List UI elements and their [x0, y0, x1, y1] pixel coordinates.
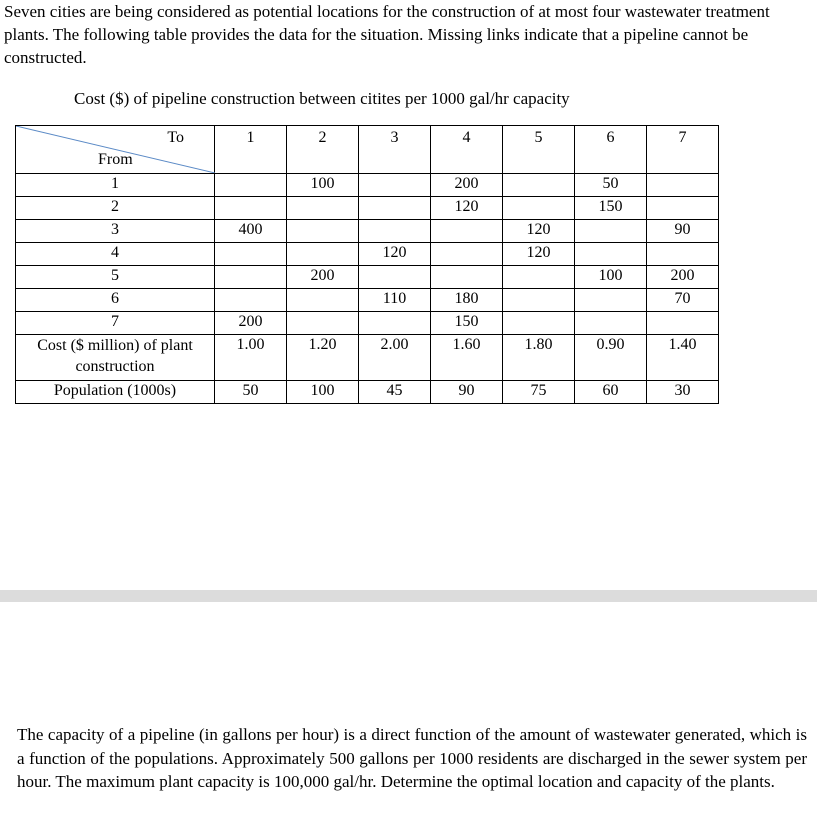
row-header: 1 — [16, 174, 215, 197]
cost-cell — [215, 243, 287, 266]
row-header: 5 — [16, 266, 215, 289]
cost-cell — [215, 197, 287, 220]
cost-cell — [431, 220, 503, 243]
cost-cell: 110 — [359, 289, 431, 312]
population-cell: 100 — [287, 381, 359, 404]
table-row — [16, 312, 719, 335]
plant-cost-row — [16, 335, 719, 381]
cost-cell: 120 — [359, 243, 431, 266]
cost-cell — [287, 197, 359, 220]
row-header: 3 — [16, 220, 215, 243]
plant-cost-cell: 1.60 — [431, 335, 503, 381]
plant-cost-cell: 1.80 — [503, 335, 575, 381]
cost-cell — [503, 289, 575, 312]
cost-cell: 70 — [647, 289, 719, 312]
column-header: 6 — [575, 126, 647, 174]
cost-cell: 150 — [431, 312, 503, 335]
cost-cell — [575, 289, 647, 312]
cost-cell: 120 — [503, 243, 575, 266]
table-caption: Cost ($) of pipeline construction between citites per 1000 gal/hr capacity — [74, 89, 570, 108]
cost-cell: 200 — [287, 266, 359, 289]
population-cell: 50 — [215, 381, 287, 404]
column-header: 2 — [287, 126, 359, 174]
row-header: Cost ($ million) of plant construction — [16, 335, 215, 381]
cost-cell — [215, 174, 287, 197]
problem-intro: Seven cities are being considered as potential locations for the construction of at most four wastewater treatment plants. The following table provides the data for the situation. Missing links indicate that a pipeline cannot be constructed. — [4, 2, 770, 67]
cost-cell — [575, 243, 647, 266]
cost-cell — [359, 312, 431, 335]
problem-statement: The capacity of a pipeline (in gallons per hour) is a direct function of the amount of wastewater generated, which is a function of the populations. Approximately 500 gallons per 1000 residents are discharged in the sewer system per hour. The maximum plant capacity is 100,000 gal/hr. Determine the optimal location and capacity of the plants. — [17, 725, 807, 791]
cost-cell — [503, 266, 575, 289]
to-label: To — [167, 129, 184, 146]
plant-cost-cell: 1.00 — [215, 335, 287, 381]
cost-cell — [359, 197, 431, 220]
cost-cell — [575, 220, 647, 243]
cost-cell: 200 — [647, 266, 719, 289]
cost-cell — [503, 174, 575, 197]
column-header: 3 — [359, 126, 431, 174]
cost-cell — [287, 220, 359, 243]
cost-cell: 100 — [575, 266, 647, 289]
cost-cell — [359, 174, 431, 197]
cost-cell: 90 — [647, 220, 719, 243]
row-header: Population (1000s) — [16, 381, 215, 404]
row-header: 6 — [16, 289, 215, 312]
population-cell: 75 — [503, 381, 575, 404]
population-cell: 45 — [359, 381, 431, 404]
population-cell: 30 — [647, 381, 719, 404]
plant-cost-cell: 2.00 — [359, 335, 431, 381]
cost-cell — [359, 220, 431, 243]
cost-cell: 180 — [431, 289, 503, 312]
column-header: 4 — [431, 126, 503, 174]
table-row — [16, 197, 719, 220]
cost-cell — [647, 312, 719, 335]
table-row — [16, 243, 719, 266]
cost-cell: 50 — [575, 174, 647, 197]
cost-cell — [359, 266, 431, 289]
population-cell: 60 — [575, 381, 647, 404]
cost-cell — [287, 289, 359, 312]
section-divider — [0, 590, 817, 602]
table-row — [16, 220, 719, 243]
population-row — [16, 381, 719, 404]
cost-cell — [647, 197, 719, 220]
cost-cell: 120 — [503, 220, 575, 243]
cost-cell — [575, 312, 647, 335]
cost-cell: 400 — [215, 220, 287, 243]
table-row — [16, 289, 719, 312]
population-cell: 90 — [431, 381, 503, 404]
from-to-header-cell — [16, 126, 215, 174]
cost-cell — [647, 174, 719, 197]
plant-cost-cell: 0.90 — [575, 335, 647, 381]
plant-cost-cell: 1.40 — [647, 335, 719, 381]
cost-cell — [431, 243, 503, 266]
cost-cell — [503, 312, 575, 335]
cost-cell — [215, 266, 287, 289]
cost-cell — [647, 243, 719, 266]
column-header: 7 — [647, 126, 719, 174]
cost-cell — [431, 266, 503, 289]
row-header: 2 — [16, 197, 215, 220]
plant-cost-cell: 1.20 — [287, 335, 359, 381]
cost-cell: 200 — [431, 174, 503, 197]
row-header: 4 — [16, 243, 215, 266]
from-label: From — [98, 151, 133, 168]
cost-cell: 100 — [287, 174, 359, 197]
cost-cell — [287, 243, 359, 266]
cost-cell: 150 — [575, 197, 647, 220]
table-row — [16, 266, 719, 289]
row-header: 7 — [16, 312, 215, 335]
column-header: 1 — [215, 126, 287, 174]
cost-cell — [215, 289, 287, 312]
header-row — [16, 126, 719, 174]
table-row — [16, 174, 719, 197]
cost-cell: 120 — [431, 197, 503, 220]
column-header: 5 — [503, 126, 575, 174]
cost-cell: 200 — [215, 312, 287, 335]
cost-cell — [503, 197, 575, 220]
cost-cell — [287, 312, 359, 335]
pipeline-cost-table — [15, 125, 719, 404]
